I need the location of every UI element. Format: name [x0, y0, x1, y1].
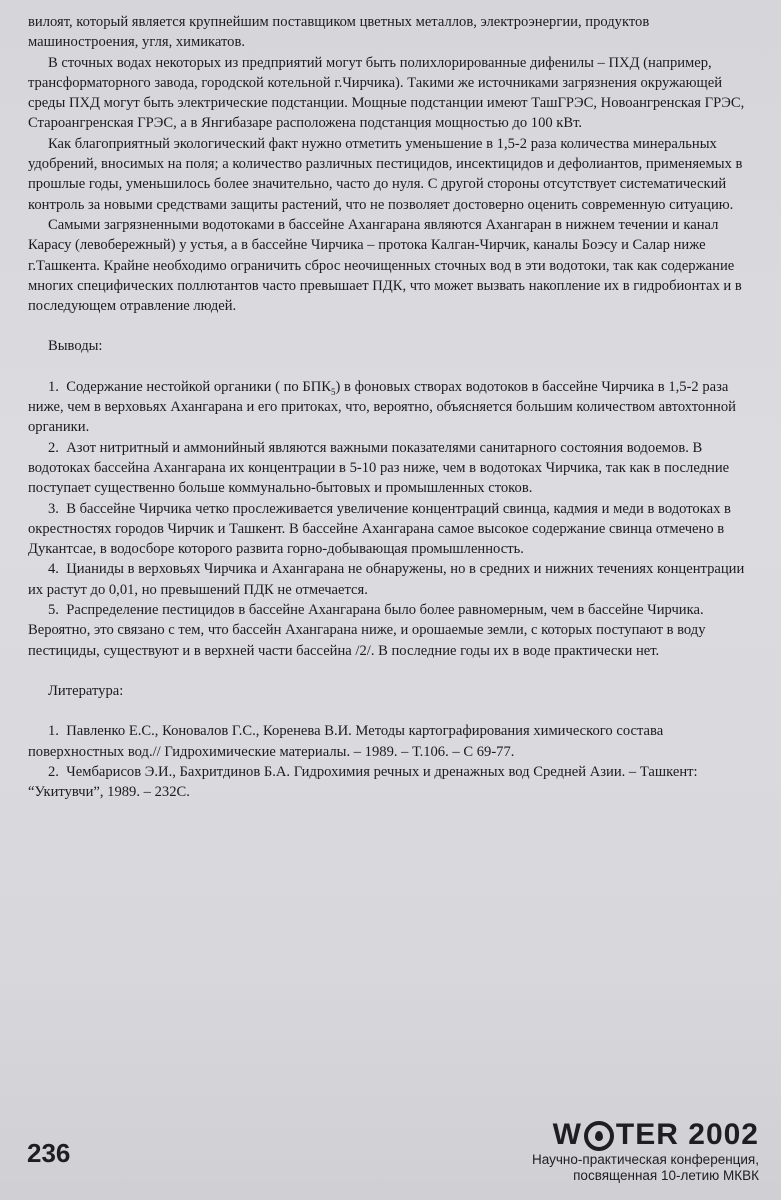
conclusions-heading: Выводы:	[48, 338, 103, 355]
conclusion-item-2	[28, 438, 762, 499]
spacer	[28, 661, 762, 681]
logo-letter-w: W	[552, 1118, 582, 1151]
logo-text: TER 2002	[615, 1118, 759, 1151]
conference-line-1: Научно-практическая конференция,	[532, 1152, 759, 1167]
body-paragraph-4: Самыми загрязненными водотоками в бассейне Ахангарана являются Ахангаран в нижнем течении и канал Карасу (левобережный) у устья, а в бассейне Чирчика – протока Калган-Чирчик, каналы Боэсу и Салар ниже г.Ташкента. Крайне необходимо ограничить сброс неочищенных сточных вод в эти водотоки, так как содержание многих специфических поллютантов часто превышает ПДК, что может вызвать накопление их в гидробионтах и в последующем отравление людей.	[28, 216, 742, 315]
reference-number: 1.	[48, 723, 59, 740]
spacer	[28, 316, 762, 336]
conclusion-text: Распределение пестицидов в бассейне Ахангарана было более равномерным, чем в бассейне Чирчика. Вероятно, это связано с тем, что бассейн Ахангарана ниже, и орошаемые земли, с которых поступают в воду пестициды, существуют и в верхней части бассейна /2/. В последние годы их в воде практически нет.	[28, 602, 706, 659]
literature-heading: Литература:	[48, 682, 124, 699]
conference-footer	[429, 1118, 759, 1184]
subscript: 5	[331, 386, 336, 397]
conclusion-number: 3.	[48, 500, 59, 517]
conclusion-item-1	[28, 377, 762, 438]
reference-text: Чембарисов Э.И., Бахритдинов Б.А. Гидрохимия речных и дренажных вод Средней Азии. – Ташкент: “Укитувчи”, 1989. – 232С.	[28, 763, 698, 801]
water-2002-logo	[429, 1118, 759, 1152]
spacer	[28, 357, 762, 377]
conclusion-item-3	[28, 499, 762, 560]
body-paragraph-2: В сточных водах некоторых из предприятий могут быть полихлорированные дифенилы – ПХД (например, трансформаторного завода, городской котельной г.Чирчика). Такими же источниками загрязнения окружающей среды ПХД могут быть электрические подстанции. Мощные подстанции имеют ТашГРЭС, Новоангренская ГРЭС, Староангренская ГРЭС, а в Янгибазаре расположена подстанция мощностью до 100 кВт.	[28, 54, 745, 132]
conclusion-number: 2.	[48, 439, 59, 456]
page-number: 236	[27, 1138, 71, 1168]
conclusion-text-start: Содержание нестойкой органики ( по БПК	[66, 378, 332, 395]
conclusion-text-end: ) в фоновых створах водотоков в бассейне Чирчика в 1,5-2 раза ниже, чем в верховьях Ахангарана и его притоках, что, вероятно, объясняется большим количеством автохтонной органики.	[28, 378, 736, 436]
conclusion-text: Цианиды в верховьях Чирчика и Ахангарана не обнаружены, но в средних и нижних течениях концентрации их растут до 0,01, но превышений ПДК не отмечается.	[28, 561, 745, 598]
conclusion-item-4	[28, 559, 762, 600]
body-paragraph-1: вилоят, который является крупнейшим поставщиком цветных металлов, электроэнергии, продуктов машиностроения, угля, химикатов.	[28, 14, 650, 51]
conclusion-text: В бассейне Чирчика четко прослеживается увеличение концентраций свинца, кадмия и меди в водотоках в окрестностях городов Чирчик и Ташкент. В бассейне Ахангарана самое высокое содержание свинца отмечено в Дукантсае, в водосборе которого развита горно-добывающая промышленность.	[28, 500, 731, 558]
reference-number: 2.	[48, 763, 59, 780]
page-content	[28, 12, 762, 802]
conclusion-item-5	[28, 600, 762, 661]
spacer	[28, 701, 762, 721]
conclusion-number: 1.	[48, 378, 59, 395]
reference-text: Павленко Е.С., Коновалов Г.С., Коренева В.И. Методы картографирования химического состава поверхностных вод.// Гидрохимические материалы. – 1989. – Т.106. – С 69-77.	[28, 723, 664, 760]
reference-item-2	[28, 762, 762, 803]
reference-item-1	[28, 721, 762, 762]
conclusion-text: Азот нитритный и аммонийный являются важными показателями санитарного состояния водоемов. В водотоках бассейна Ахангарана их концентрации в 5-10 раз ниже, чем в водотоках Чирчика, так как в последние поступает существенно больше коммунально-бытовых и промышленных стоков.	[28, 439, 730, 497]
water-drop-icon	[584, 1121, 614, 1151]
body-paragraph-3: Как благоприятный экологический факт нужно отметить уменьшение в 1,5-2 раза количества минеральных удобрений, вносимых на поля; а количество различных пестицидов, инсектицидов и дефолиантов, применяемых в прошлые годы, уменьшилось более значительно, часто до нуля. С другой стороны отсутствует систематический контроль за новыми средствами защиты растений, что не позволяет достоверно оценить современную ситуацию.	[28, 135, 743, 213]
conclusion-number: 5.	[48, 602, 59, 619]
conclusion-number: 4.	[48, 561, 59, 578]
conference-line-2: посвященная 10-летию МКВК	[573, 1168, 759, 1183]
